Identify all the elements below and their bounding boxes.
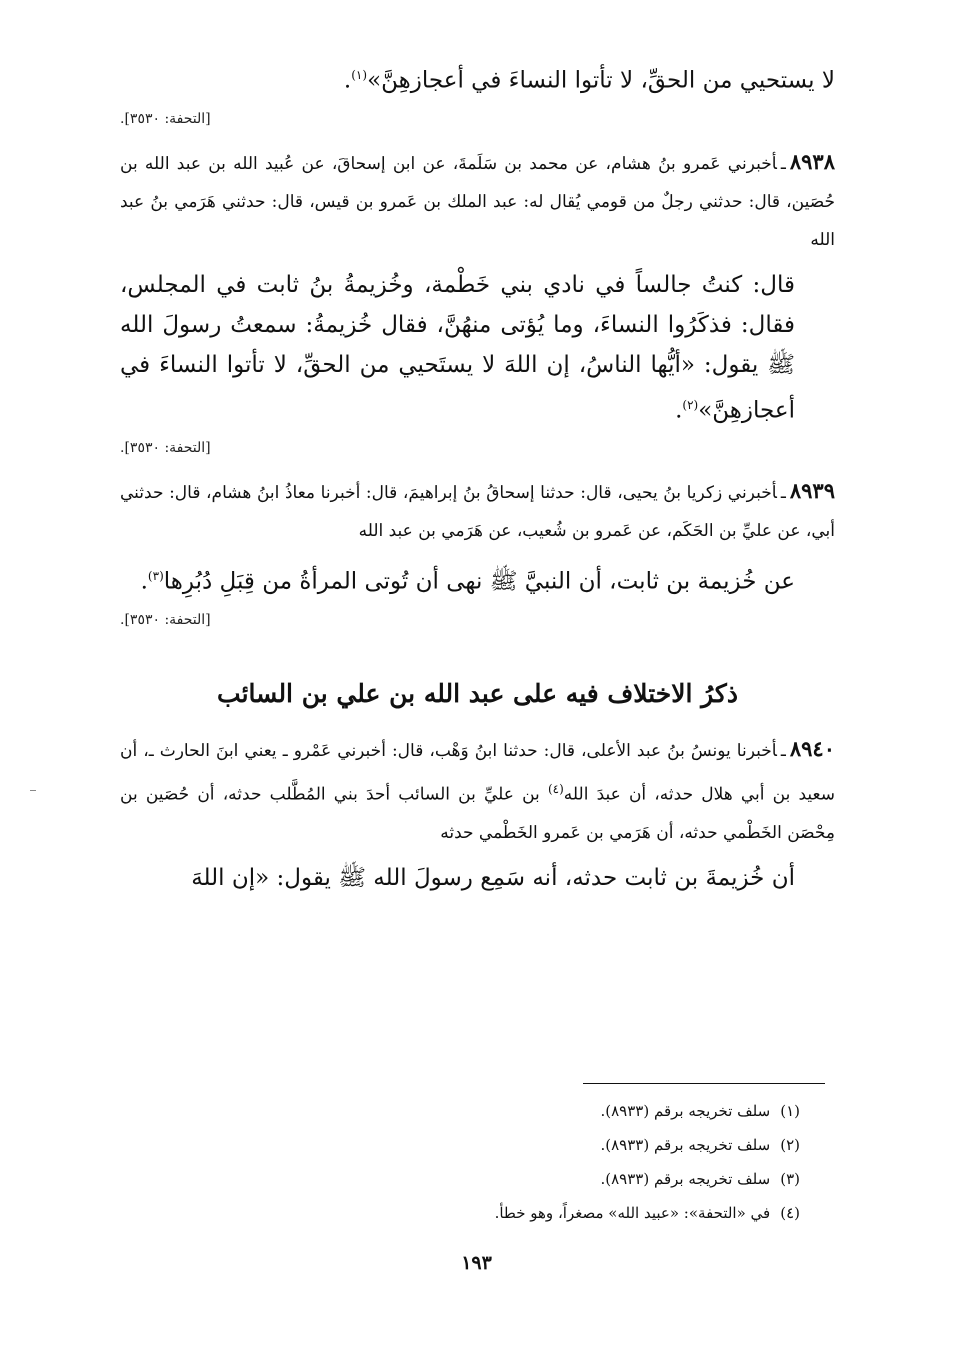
- hadith-8938-matn: قال: كنتُ جالساً في نادي بني خَطْمة، وخُزيمةُ بنُ ثابت في المجلس، فقال: فذكَرُوا النساءَ، وما يُؤتى منهُنَّ، فقال خُزيمةُ: سمعتُ رسولَ الله ﷺ يقول: «أيُّها الناسُ، إن اللهَ لا يستَحيي من الحقِّ، لا تأتوا النساءَ في أعجازهِنَّ»$^{(٢)}$.: [120, 271, 795, 424]
- footnote-number: (١): [780, 1102, 800, 1120]
- top-line-text: لا يستحيي من الحقِّ، لا تأتوا النساءَ في أعجازهِنَّ»: [367, 67, 835, 94]
- tuhfa-reference: [التحفة: ٣٥٣٠].: [120, 110, 211, 127]
- footnote-number: (٣): [780, 1170, 800, 1188]
- hadith-8938-isnad: ٨٩٣٨ـأخبرني عَمرو بنُ هشام، عن محمد بن سَلَمةَ، عن ابن إسحاقَ، عن عُبيد الله بن عبد الله بن حُصَين، قال: حدثني رجلٌ من قومي يُقال له: عبد الملك بن عَمرو بن قيس، قال: حدثني هَرَمي بنُ عبد الله: [120, 148, 835, 250]
- tuhfa-reference: [التحفة: ٣٥٣٠].: [120, 440, 211, 457]
- footnote-text: سلف تخريجه برقم (٨٩٣٣).: [600, 1136, 771, 1154]
- footnote-text: في «التحفة»: «عبيد الله» مصغراً، وهو خطأ.: [494, 1204, 771, 1222]
- footnote-separator: [583, 1083, 825, 1084]
- footnotes: [300, 1094, 800, 1230]
- footnote-item: [300, 1196, 800, 1230]
- isnad-text-continued: بن عليِّ بن السائب أحدَ بني المُطَّلب حدثه، أن حُصَين بن مِحْصَن الخَطْمي حدثه، أن هَرَمي بن عَمرو الخَطْمي حدثه: [120, 784, 835, 843]
- page-body: [120, 55, 835, 898]
- footnote-marker: (٤): [547, 781, 564, 796]
- footnote-text: سلف تخريجه برقم (٨٩٣٣).: [600, 1170, 771, 1188]
- footnote-item: [300, 1094, 800, 1128]
- footnote-marker: (٢): [682, 397, 699, 412]
- hadith-number: ٨٩٣٨: [789, 148, 835, 174]
- footnote-number: (٤): [780, 1204, 800, 1222]
- hadith-number: ٨٩٤٠: [789, 735, 835, 761]
- footnote-text: سلف تخريجه برقم (٨٩٣٣).: [600, 1102, 771, 1120]
- matn-text: أن خُزيمةَ بن ثابت حدثه، أنه سَمِع رسولَ الله ﷺ يقول: «إن اللهَ: [191, 864, 795, 891]
- isnad-text: أخبرني زكريا بنُ يحيى، قال: حدثنا إسحاقُ بنُ إبراهيمَ، قال: أخبرنا معاذُ ابنُ هشام، قال: حدثني أبي، عن عليِّ بن الحَكَم، عن عَمرو بن شُعيب، عن هَرَمي بن عبد الله: [120, 483, 835, 542]
- isnad-text: أخبرنا يونسُ بنُ عبد الأعلى، قال: حدثنا ابنُ وَهْب، قال: أخبرني عَمْرو ـ يعني ابنَ الحارث ـ، أن سعيد بن أبي هلال حدثه، أن عبدَ الله: [120, 740, 835, 805]
- matn-text: عن خُزيمة بن ثابت، أن النبيَّ ﷺ نهى أن تُوتى المرأةُ من قِبَلِ دُبُرِها: [163, 568, 795, 595]
- hadith-8940-matn: [120, 858, 835, 898]
- hadith-8939-matn: عن خُزيمة بن ثابت، أن النبيَّ ﷺ نهى أن تُوتى المرأةُ من قِبَلِ دُبُرِها$^{(٣)}$.: [140, 568, 795, 595]
- hadith-8940-isnad: ٨٩٤٠ـأخبرنا يونسُ بنُ عبد الأعلى، قال: حدثنا ابنُ وَهْب، قال: أخبرني عَمْرو ـ يعني ابنَ الحارث ـ، أن سعيد بن أبي هلال حدثه، أن عبدَ الله$^{(٤)}$ بن عليِّ بن السائب أحدَ بني المُطَّلب حدثه، أن حُصَين بن مِحْصَن الخَطْمي حدثه، أن هَرَمي بن عَمرو الخَطْمي حدثه: [120, 735, 835, 843]
- hadith-number: ٨٩٣٩: [789, 478, 835, 504]
- matn-text: قال: كنتُ جالساً في نادي بني خَطْمة، وخُزيمةُ بنُ ثابت في المجلس، فقال: فذكَرُوا النساءَ، وما يُؤتى منهُنَّ، فقال خُزيمةُ: سمعتُ رسولَ الله ﷺ يقول: «أيُّها الناسُ، إن اللهَ لا يستَحيي من الحقِّ، لا تأتوا النساءَ في أعجازهِنَّ»: [120, 271, 795, 424]
- page-number: ١٩٣: [461, 1252, 492, 1274]
- tuhfa-reference: [التحفة: ٣٥٣٠].: [120, 611, 211, 628]
- footnote-number: (٢): [780, 1136, 800, 1154]
- top-line: لا يستحيي من الحقِّ، لا تأتوا النساءَ في أعجازهِنَّ»$^{(١)}$.: [343, 67, 835, 94]
- footnote-item: [300, 1162, 800, 1196]
- footnote-marker: (٣): [147, 569, 164, 584]
- isnad-text: أخبرني عَمرو بنُ هشام، عن محمد بن سَلَمةَ، عن ابن إسحاقَ، عن عُبيد الله بن عبد الله بن حُصَين، قال: حدثني رجلٌ من قومي يُقال له: عبد الملك بن عَمرو بن قيس، قال: حدثني هَرَمي بنُ عبد الله: [120, 153, 835, 250]
- section-heading: ذكرُ الاختلاف فيه على عبد الله بن علي بن السائب: [217, 678, 738, 708]
- hadith-8939-isnad: ٨٩٣٩ـأخبرني زكريا بنُ يحيى، قال: حدثنا إسحاقُ بنُ إبراهيمَ، قال: أخبرنا معاذُ ابنُ هشام، قال: حدثني أبي، عن عليِّ بن الحَكَم، عن عَمرو بن شُعيب، عن هَرَمي بن عبد الله: [120, 478, 835, 542]
- scan-mark: [30, 790, 36, 791]
- footnote-item: [300, 1128, 800, 1162]
- footnote-marker: (١): [351, 68, 368, 82]
